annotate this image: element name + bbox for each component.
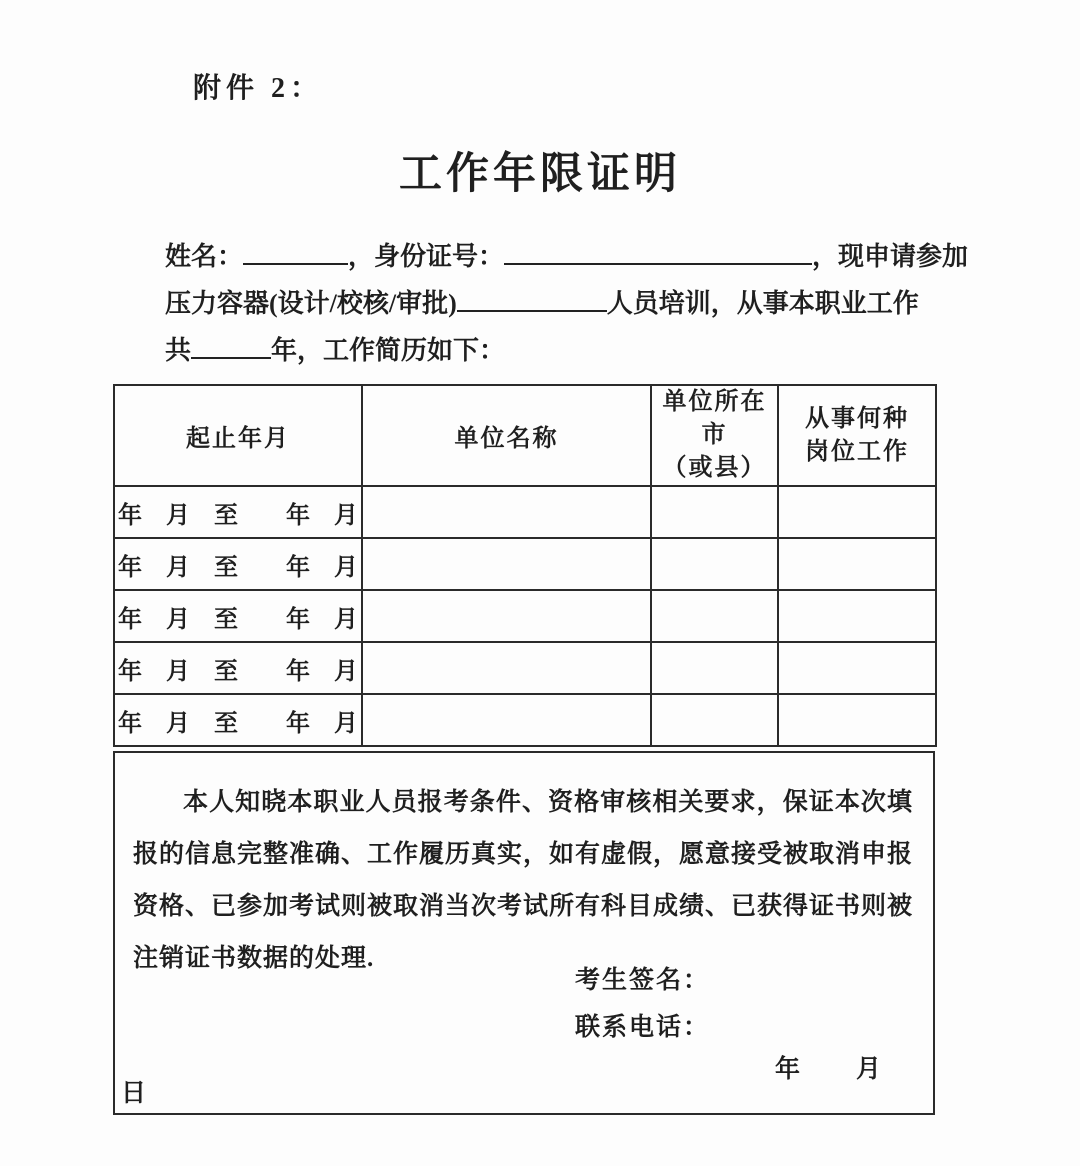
period-cell: 年 月 至 年 月 bbox=[114, 642, 362, 694]
apply-text: ，现申请参加 bbox=[812, 242, 969, 271]
years-blank bbox=[191, 335, 271, 359]
table-row bbox=[114, 590, 936, 642]
city-cell bbox=[651, 642, 778, 694]
city-cell bbox=[651, 590, 778, 642]
header-city-line2: （或县） bbox=[662, 455, 767, 481]
company-cell bbox=[362, 590, 651, 642]
intro-line-1 bbox=[165, 233, 969, 280]
signature-block bbox=[575, 957, 710, 1051]
period-cell: 年 月 至 年 月 bbox=[114, 694, 362, 746]
city-cell bbox=[651, 694, 778, 746]
name-label: 姓名： bbox=[165, 242, 244, 271]
table-row bbox=[114, 642, 936, 694]
job-cell bbox=[778, 694, 936, 746]
contact-phone-label: 联系电话： bbox=[575, 1014, 711, 1041]
job-cell bbox=[778, 486, 936, 538]
city-cell bbox=[651, 538, 778, 590]
header-job bbox=[778, 385, 936, 486]
company-cell bbox=[362, 538, 651, 590]
intro-paragraph bbox=[165, 233, 969, 374]
period-cell: 年 月 至 年 月 bbox=[114, 486, 362, 538]
header-job-line2: 岗位工作 bbox=[805, 438, 909, 465]
table-row bbox=[114, 538, 936, 590]
period-cell: 年 月 至 年 月 bbox=[114, 538, 362, 590]
training-text: 人员培训，从事本职业工作 bbox=[606, 289, 919, 318]
training-type-blank bbox=[457, 288, 607, 312]
header-company: 单位名称 bbox=[362, 385, 651, 486]
work-history-table bbox=[113, 384, 937, 747]
period-cell: 年 月 至 年 月 bbox=[114, 590, 362, 642]
city-cell bbox=[651, 486, 778, 538]
header-job-line1: 从事何种 bbox=[805, 405, 909, 432]
company-cell bbox=[362, 486, 651, 538]
table-header-row bbox=[114, 385, 936, 486]
candidate-signature-label: 考生签名： bbox=[575, 967, 711, 994]
job-cell bbox=[778, 590, 936, 642]
date-year-month: 年 月 bbox=[774, 1056, 883, 1083]
name-blank bbox=[243, 241, 348, 265]
page-title: 工作年限证明 bbox=[399, 151, 681, 198]
vessel-type-label: 压力容器(设计/校核/审批) bbox=[165, 289, 457, 318]
company-cell bbox=[362, 694, 651, 746]
job-cell bbox=[778, 538, 936, 590]
id-number-blank bbox=[504, 241, 812, 265]
declaration-text: 本人知晓本职业人员报考条件、资格审核相关要求，保证本次填报的信息完整准确、工作履历真实，如有虚假，愿意接受被取消申报资格、已参加考试则被取消当次考试所有科目成绩、已获得证书则被注销证书数据的处理. bbox=[133, 789, 914, 972]
header-period: 起止年月 bbox=[114, 385, 362, 486]
declaration-box bbox=[113, 751, 935, 1115]
id-label: ，身份证号： bbox=[348, 242, 505, 271]
intro-line-3 bbox=[165, 327, 937, 374]
total-label: 共 bbox=[165, 336, 192, 365]
date-day: 日 bbox=[121, 1080, 147, 1107]
resume-text: 年，工作简历如下： bbox=[271, 336, 506, 365]
company-cell bbox=[362, 642, 651, 694]
intro-line-2 bbox=[165, 280, 937, 327]
table-row bbox=[114, 694, 936, 746]
header-city-line1: 单位所在市 bbox=[662, 389, 767, 448]
attachment-label: 附件 2： bbox=[193, 73, 324, 104]
job-cell bbox=[778, 642, 936, 694]
table-row bbox=[114, 486, 936, 538]
header-city bbox=[651, 385, 778, 486]
